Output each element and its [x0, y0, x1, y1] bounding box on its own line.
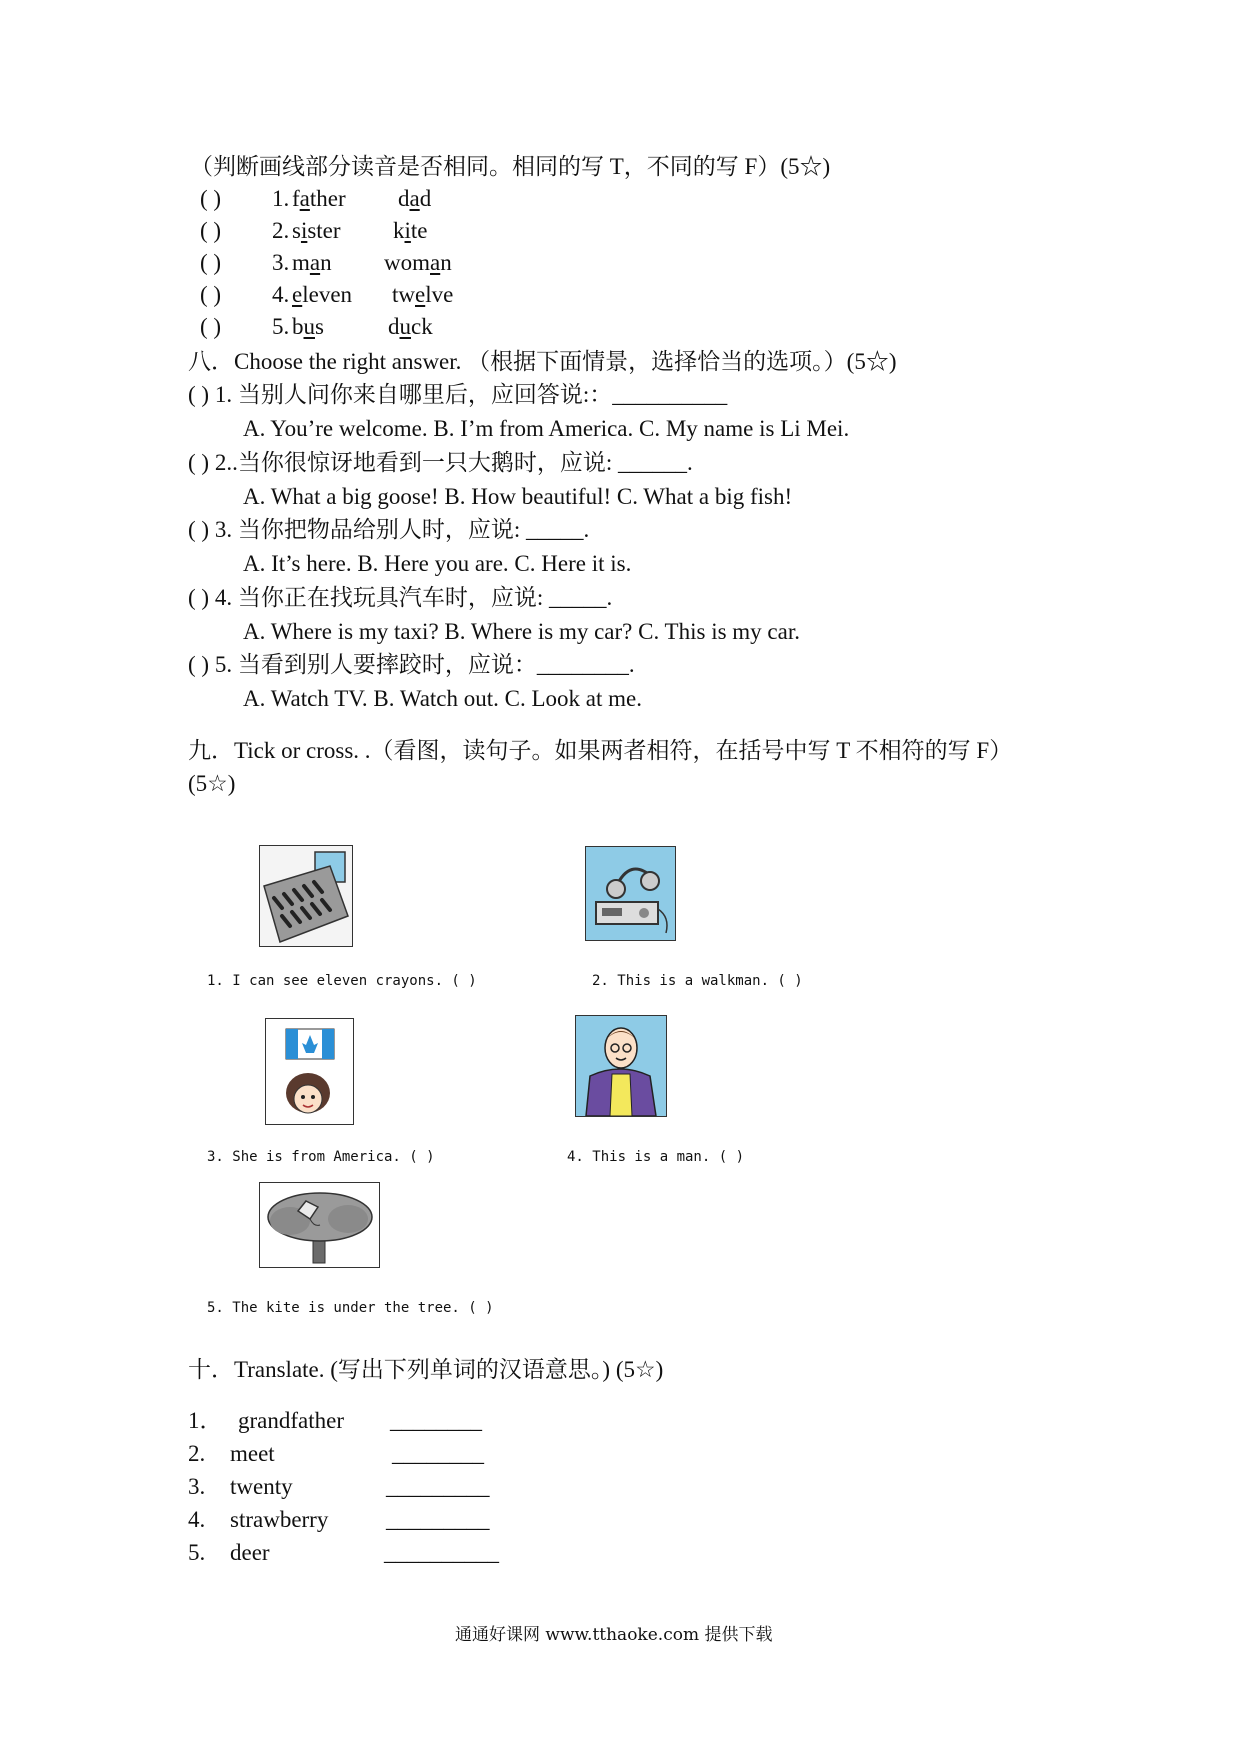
statement-3: 3. She is from America. ( )	[207, 1149, 435, 1165]
word-1: eleven	[292, 282, 353, 307]
word-2: kite	[393, 218, 428, 243]
word-1: man	[292, 250, 332, 275]
man-picture	[575, 1015, 667, 1117]
options-3: A. It’s here. B. Here you are. C. Here it is.	[243, 551, 632, 576]
item-number: 5.	[272, 314, 290, 339]
crayons-picture	[259, 845, 353, 947]
item-number: 4.	[188, 1507, 206, 1532]
answer-paren[interactable]: ( )	[200, 282, 222, 307]
answer-paren[interactable]: ( )	[200, 250, 222, 275]
item-number: 3.	[272, 250, 290, 275]
girl-flag-picture	[265, 1018, 354, 1125]
word-2: woman	[384, 250, 452, 275]
item-number: 4.	[272, 282, 290, 307]
word: strawberry	[230, 1507, 329, 1532]
item-number: 2.	[272, 218, 290, 243]
question-4: ( ) 4. 当你正在找玩具汽车时，应说: _____.	[188, 585, 613, 610]
word: deer	[230, 1540, 270, 1565]
answer-paren[interactable]: ( )	[200, 314, 222, 339]
word: meet	[230, 1441, 275, 1466]
section9-title: 九．Tick or cross. .（看图，读句子。如果两者相符，在括号中写 T 不相符的写 F）	[188, 738, 1013, 763]
options-4: A. Where is my taxi? B. Where is my car? C. This is my car.	[243, 619, 800, 644]
kite-tree-picture	[259, 1182, 380, 1268]
answer-blank[interactable]: __________	[384, 1540, 499, 1565]
footer-text: 通通好课网 www.tthaoke.com 提供下载	[455, 1625, 773, 1645]
item-number: 1.	[272, 186, 290, 211]
word-1: bus	[292, 314, 324, 339]
answer-blank[interactable]: ________	[392, 1441, 484, 1466]
statement-5: 5. The kite is under the tree. ( )	[207, 1300, 494, 1316]
section10-title: 十．Translate. (写出下列单词的汉语意思。) (5☆)	[188, 1357, 664, 1382]
statement-1: 1. I can see eleven crayons. ( )	[207, 973, 477, 989]
question-5: ( ) 5. 当看到别人要摔跤时，应说：________.	[188, 652, 635, 677]
answer-blank[interactable]: ________	[390, 1408, 482, 1433]
answer-blank[interactable]: _________	[386, 1474, 490, 1499]
answer-paren[interactable]: ( )	[200, 186, 222, 211]
word-2: dad	[398, 186, 432, 211]
question-3: ( ) 3. 当你把物品给别人时，应说: _____.	[188, 517, 590, 542]
question-2: ( ) 2..当你很惊讶地看到一只大鹅时，应说: ______.	[188, 450, 693, 475]
word: twenty	[230, 1474, 293, 1499]
statement-4: 4. This is a man. ( )	[567, 1149, 745, 1165]
item-number: 5.	[188, 1540, 206, 1565]
item-number: 3.	[188, 1474, 206, 1499]
word-1: sister	[292, 218, 341, 243]
item-number: 1．	[188, 1408, 223, 1433]
walkman-picture	[585, 846, 676, 941]
options-5: A. Watch TV. B. Watch out. C. Look at me.	[243, 686, 642, 711]
options-2: A. What a big goose! B. How beautiful! C. What a big fish!	[243, 484, 793, 509]
options-1: A. You’re welcome. B. I’m from America. C. My name is Li Mei.	[243, 416, 850, 441]
word-2: twelve	[392, 282, 454, 307]
statement-2: 2. This is a walkman. ( )	[592, 973, 803, 989]
word-2: duck	[388, 314, 433, 339]
answer-paren[interactable]: ( )	[200, 218, 222, 243]
question-1: ( ) 1. 当别人问你来自哪里后，应回答说:：__________	[188, 382, 728, 407]
section8-title: 八．Choose the right answer. （根据下面情景，选择恰当的选项。）(5☆)	[188, 349, 897, 374]
section7-instruction: （判断画线部分读音是否相同。相同的写 T，不同的写 F）(5☆)	[190, 154, 831, 179]
item-number: 2.	[188, 1441, 206, 1466]
answer-blank[interactable]: _________	[386, 1507, 490, 1532]
word: grandfather	[238, 1408, 344, 1433]
section9-points: (5☆)	[188, 771, 236, 796]
word-1: father	[292, 186, 346, 211]
